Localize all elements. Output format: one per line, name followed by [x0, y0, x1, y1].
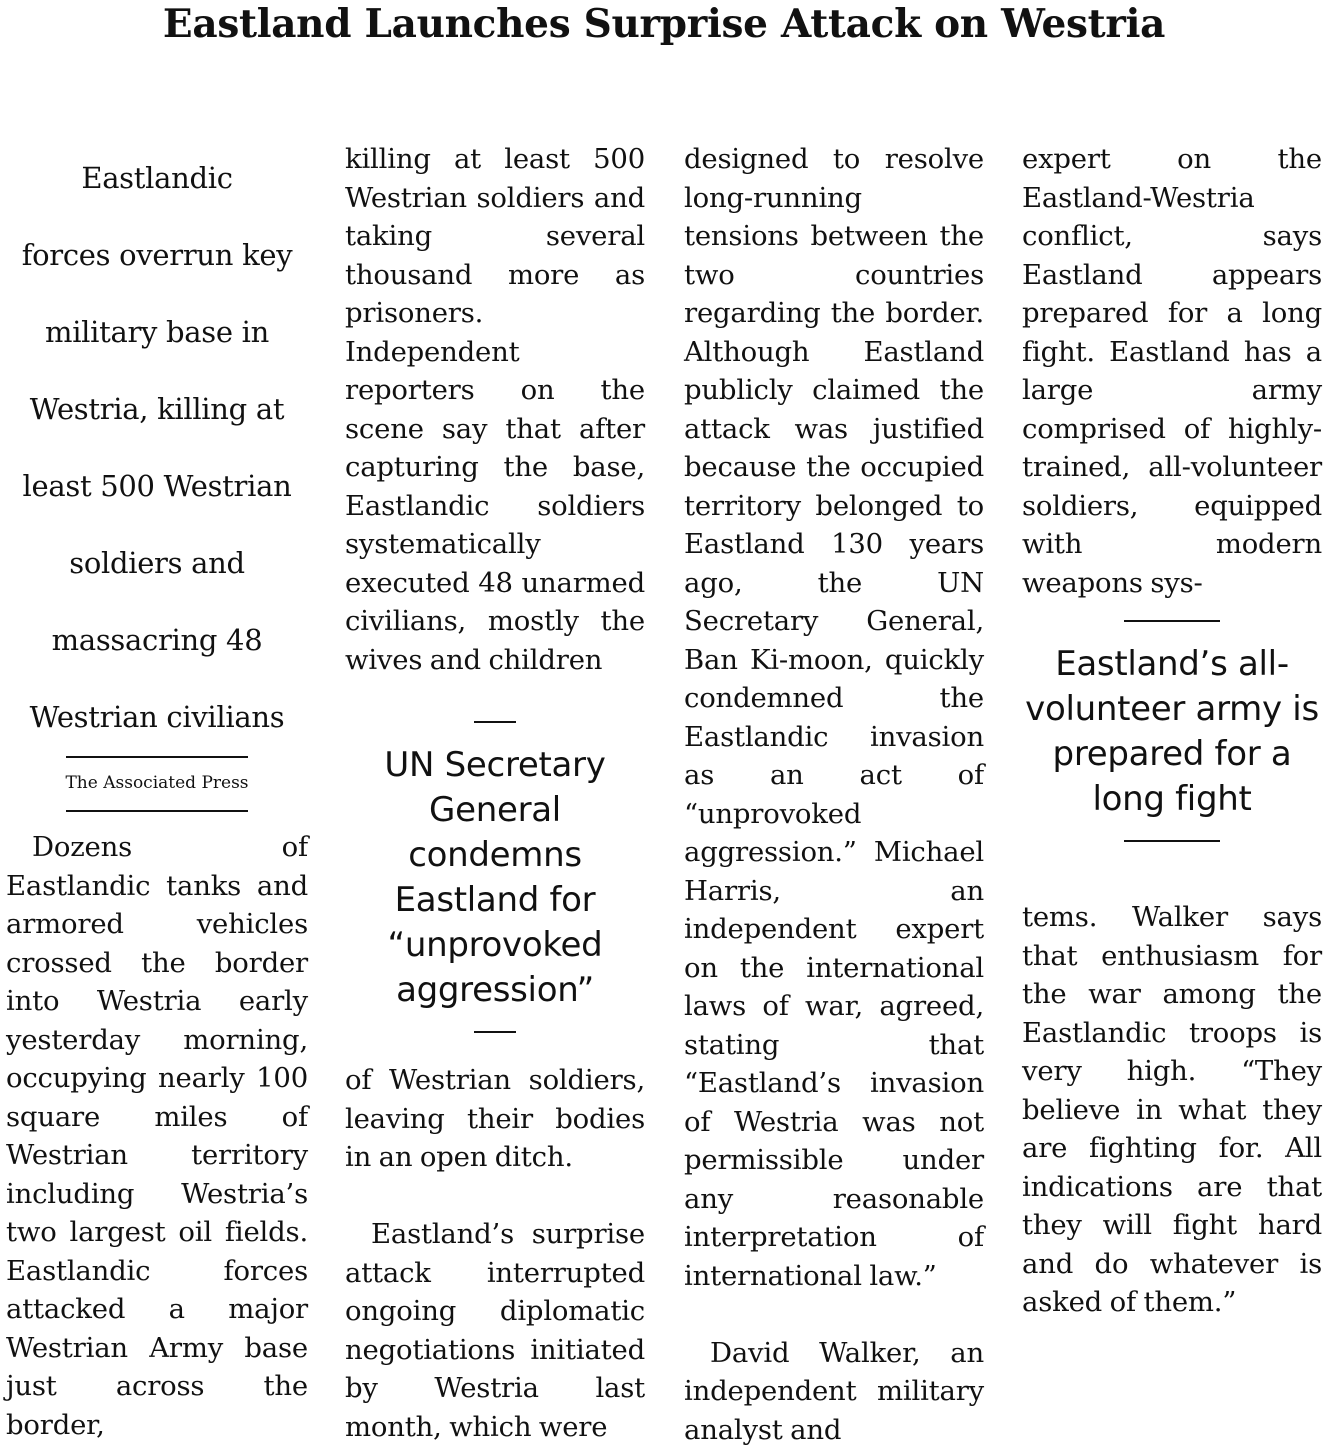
divider — [474, 1031, 516, 1033]
article-paragraph: of Westrian soldiers, leaving their bodies in an open ditch. — [345, 1061, 645, 1177]
article-paragraph: designed to resolve long-running tensions between the two countries regarding the border. Although Eastland publicly claimed the attack was justified because the occupied territory belonged to Eastland 130 years ago, the UN Secretary General, Ban Ki-moon, quickly condemned the Eastlandic invasion as an act of “unprovoked aggression.” Michael Harris, an independent expert on the international laws of war, agreed, stating that “Eastland’s invasion of Westria was not permissible under any reasonable interpretation of international law.” — [684, 140, 984, 1295]
article-paragraph: David Walker, an independent military analyst and — [684, 1334, 984, 1449]
article-paragraph: tems. Walker says that enthusiasm for the war among the Eastlandic troops is very high. “They believe in what they are fighting for. All indications are that they will fight hard and do whatever is asked of them.” — [1022, 898, 1322, 1322]
article-paragraph: expert on the Eastland-Westria conflict, says Eastland appears prepared for a long fight. Eastland has a large army comprised of highly-trained, all-volunteer soldiers, equipped with modern weapons sys- — [1022, 140, 1322, 602]
divider — [66, 756, 248, 758]
pull-quote: Eastland’s all-volunteer army is prepared for a long fight — [1022, 642, 1322, 822]
article-paragraph: killing at least 500 Westrian soldiers and taking several thousand more as prisoners. Independent reporters on the scene say that after capturing the base, Eastlandic soldiers systematically executed 48 unarmed civilians, mostly the wives and children — [345, 140, 645, 679]
summary-line: Westrian civilians — [6, 679, 308, 756]
article-paragraph: Eastland’s surprise attack interrupted ongoing diplomatic negotiations initiated by Westria last month, which were — [345, 1215, 645, 1446]
summary-line: forces overrun key — [6, 217, 308, 294]
divider — [66, 810, 248, 812]
column-3 — [684, 140, 984, 1449]
column-4 — [1022, 140, 1322, 1322]
summary-line: Eastlandic — [6, 140, 308, 217]
divider — [474, 721, 516, 723]
divider — [1124, 840, 1220, 842]
divider — [1124, 620, 1220, 622]
column-2 — [345, 140, 645, 1446]
summary-line: least 500 Westrian — [6, 448, 308, 525]
summary-line: soldiers and — [6, 525, 308, 602]
summary-line: massacring 48 — [6, 602, 308, 679]
column-1 — [6, 140, 308, 1444]
summary-line: military base in — [6, 294, 308, 371]
article-paragraph: Dozens of Eastlandic tanks and armored vehicles crossed the border into Westria early yesterday morning, occupying nearly 100 square miles of Westrian territory including Westria’s two largest oil fields. Eastlandic forces attacked a major Westrian Army base just across the border, — [6, 828, 308, 1444]
headline: Eastland Launches Surprise Attack on Westria — [0, 2, 1328, 46]
summary-deck — [6, 140, 308, 756]
summary-line: Westria, killing at — [6, 371, 308, 448]
byline: The Associated Press — [6, 768, 308, 798]
pull-quote: UN Secretary General condemns Eastland for “unprovoked aggression” — [345, 743, 645, 1013]
